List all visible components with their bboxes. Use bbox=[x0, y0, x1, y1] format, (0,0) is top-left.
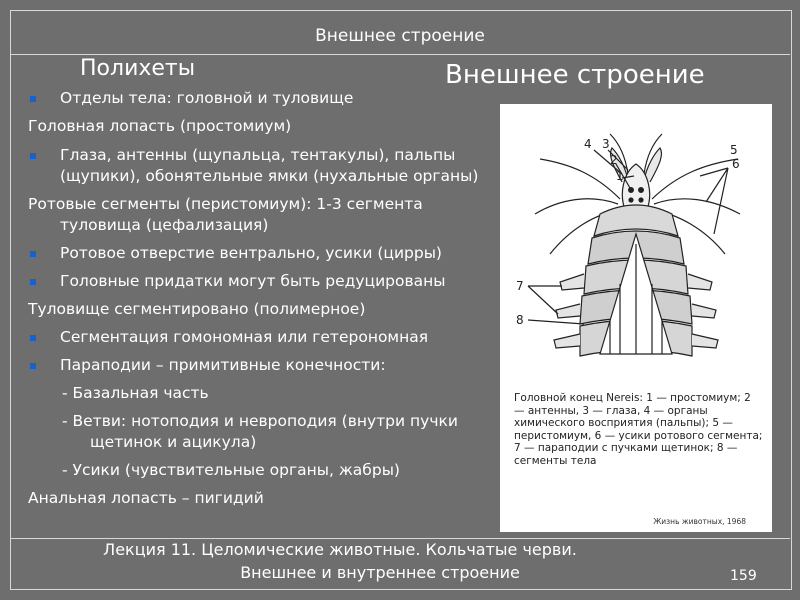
sub-item: - Усики (чувствительные органы, жабры) bbox=[62, 461, 400, 479]
sub-item: - Ветви: нотоподия и невроподия (внутри пучки bbox=[62, 412, 458, 430]
figure-source: Жизнь животных, 1968 bbox=[653, 517, 746, 526]
bullet-icon bbox=[30, 153, 36, 159]
figure-label: 7 bbox=[516, 279, 524, 293]
nereis-head-illustration bbox=[500, 104, 772, 384]
list-item: Параподии – примитивные конечности: bbox=[28, 355, 498, 376]
figure-caption: Головной конец Nereis: 1 — простомиум; 2 — антенны, 3 — глаза, 4 — органы химического восприятия (пальпы); 5 — перистомиум, 6 — усики ротового сегмента; 7 — параподии с пучками щетинок; 8 — сегменты тела bbox=[514, 392, 763, 467]
content-list bbox=[28, 88, 498, 509]
page-number: 159 bbox=[730, 568, 757, 584]
figure-label: 3 bbox=[602, 137, 610, 151]
bullet-icon bbox=[30, 251, 36, 257]
list-item: Сегментация гомономная или гетерономная bbox=[28, 327, 498, 348]
bullet-icon bbox=[30, 279, 36, 285]
leader-line bbox=[528, 320, 584, 324]
list-item: Ротовые сегменты (перистомиум): 1-3 сегмента bbox=[28, 195, 423, 213]
list-item: Ротовое отверстие вентрально, усики (цирры) bbox=[28, 243, 498, 264]
figure-label: 1 bbox=[616, 169, 624, 183]
list-item: Глаза, антенны (щупальца, тентакулы), пальпы (щупики), обонятельные ямки (нухальные органы) bbox=[28, 145, 498, 187]
list-item: Анальная лопасть – пигидий bbox=[28, 489, 264, 507]
bullet-icon bbox=[30, 363, 36, 369]
list-item: Отделы тела: головной и туловище bbox=[28, 88, 498, 109]
slide-header: Внешнее строение bbox=[315, 26, 485, 46]
list-item: Туловище сегментировано (полимерное) bbox=[28, 300, 366, 318]
footer-lecture-subtitle: Внешнее и внутреннее строение bbox=[240, 563, 520, 582]
sub-item: - Базальная часть bbox=[62, 384, 209, 402]
bullet-icon bbox=[30, 335, 36, 341]
sub-item-continuation: щетинок и ацикула) bbox=[90, 433, 257, 451]
figure-label: 6 bbox=[732, 157, 740, 171]
figure-label: 8 bbox=[516, 313, 524, 327]
nereis-figure bbox=[500, 104, 772, 532]
figure-title: Внешнее строение bbox=[445, 60, 705, 90]
list-item-continuation: туловища (цефализация) bbox=[60, 216, 269, 234]
list-item: Головная лопасть (простомиум) bbox=[28, 117, 292, 135]
figure-label: 2 bbox=[610, 153, 618, 167]
cirrus-line bbox=[540, 159, 620, 199]
section-title: Полихеты bbox=[80, 56, 196, 81]
footer-lecture-title: Лекция 11. Целомические животные. Кольчатые черви. bbox=[103, 540, 577, 559]
figure-label: 4 bbox=[584, 137, 592, 151]
figure-label: 5 bbox=[730, 143, 738, 157]
bullet-icon bbox=[30, 96, 36, 102]
list-item: Головные придатки могут быть редуцированы bbox=[28, 271, 498, 292]
